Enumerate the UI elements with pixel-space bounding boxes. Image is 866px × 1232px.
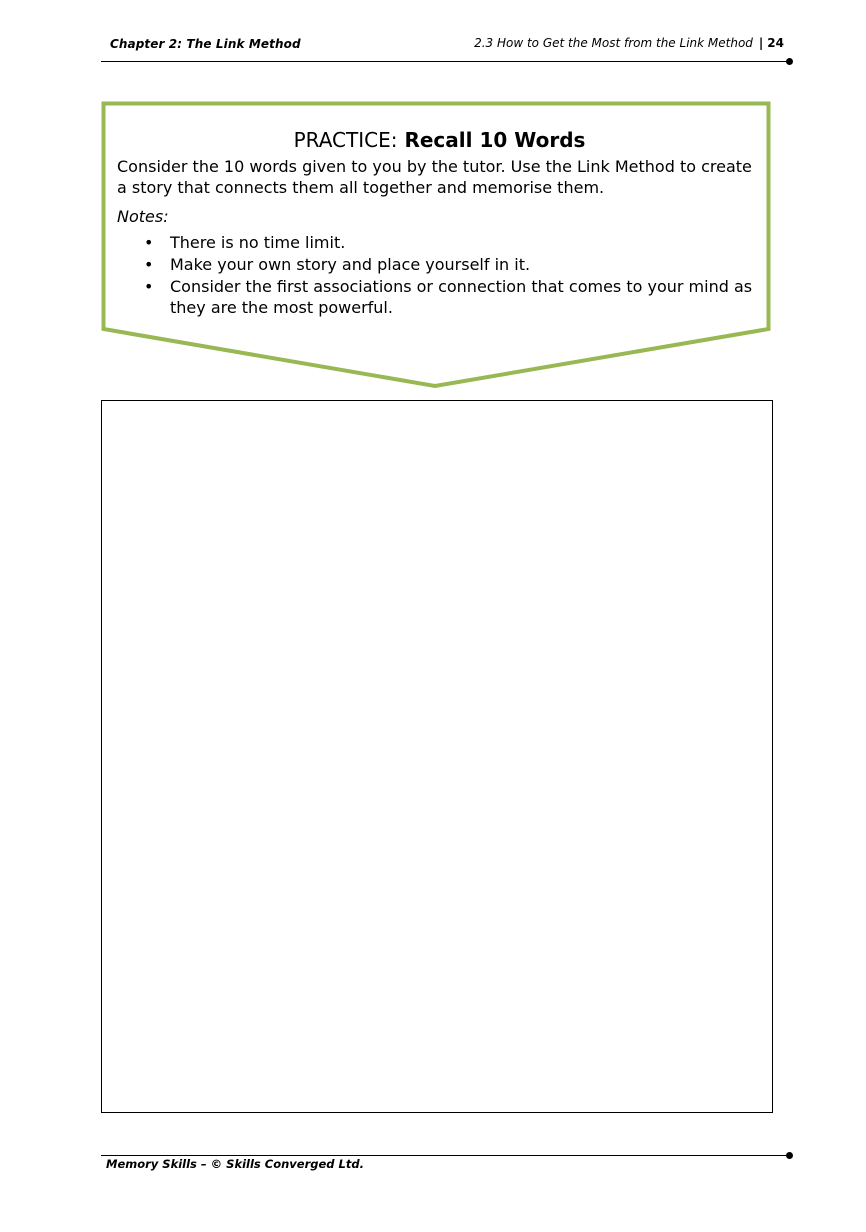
practice-title-main: Recall 10 Words bbox=[404, 128, 586, 152]
practice-description: Consider the 10 words given to you by the tutor. Use the Link Method to create a story that connects them all together and memorise them. bbox=[117, 157, 752, 197]
header-section: 2.3 How to Get the Most from the Link Method bbox=[474, 36, 753, 50]
header-separator: | bbox=[758, 36, 764, 50]
footer-rule-dot bbox=[786, 1152, 793, 1159]
page-number: 24 bbox=[767, 36, 784, 50]
practice-title bbox=[117, 128, 762, 152]
practice-callout bbox=[117, 128, 762, 319]
answer-writing-area[interactable] bbox=[101, 400, 773, 1113]
header-chapter: Chapter 2: The Link Method bbox=[110, 37, 301, 51]
footer-rule bbox=[101, 1155, 789, 1156]
list-item bbox=[117, 276, 762, 318]
note-text: Consider the first associations or connection that comes to your mind as they are the most powerful. bbox=[170, 277, 753, 317]
note-text: There is no time limit. bbox=[170, 233, 346, 252]
practice-title-prefix: PRACTICE: bbox=[293, 128, 398, 152]
bullet-icon: • bbox=[144, 255, 154, 274]
footer-copyright: Memory Skills – © Skills Converged Ltd. bbox=[106, 1157, 364, 1171]
notes-label: Notes: bbox=[117, 207, 169, 226]
list-item bbox=[117, 254, 762, 275]
notes-list bbox=[117, 232, 762, 318]
bullet-icon: • bbox=[144, 277, 154, 296]
note-text: Make your own story and place yourself in it. bbox=[170, 255, 531, 274]
bullet-icon: • bbox=[144, 233, 154, 252]
list-item bbox=[117, 232, 762, 253]
